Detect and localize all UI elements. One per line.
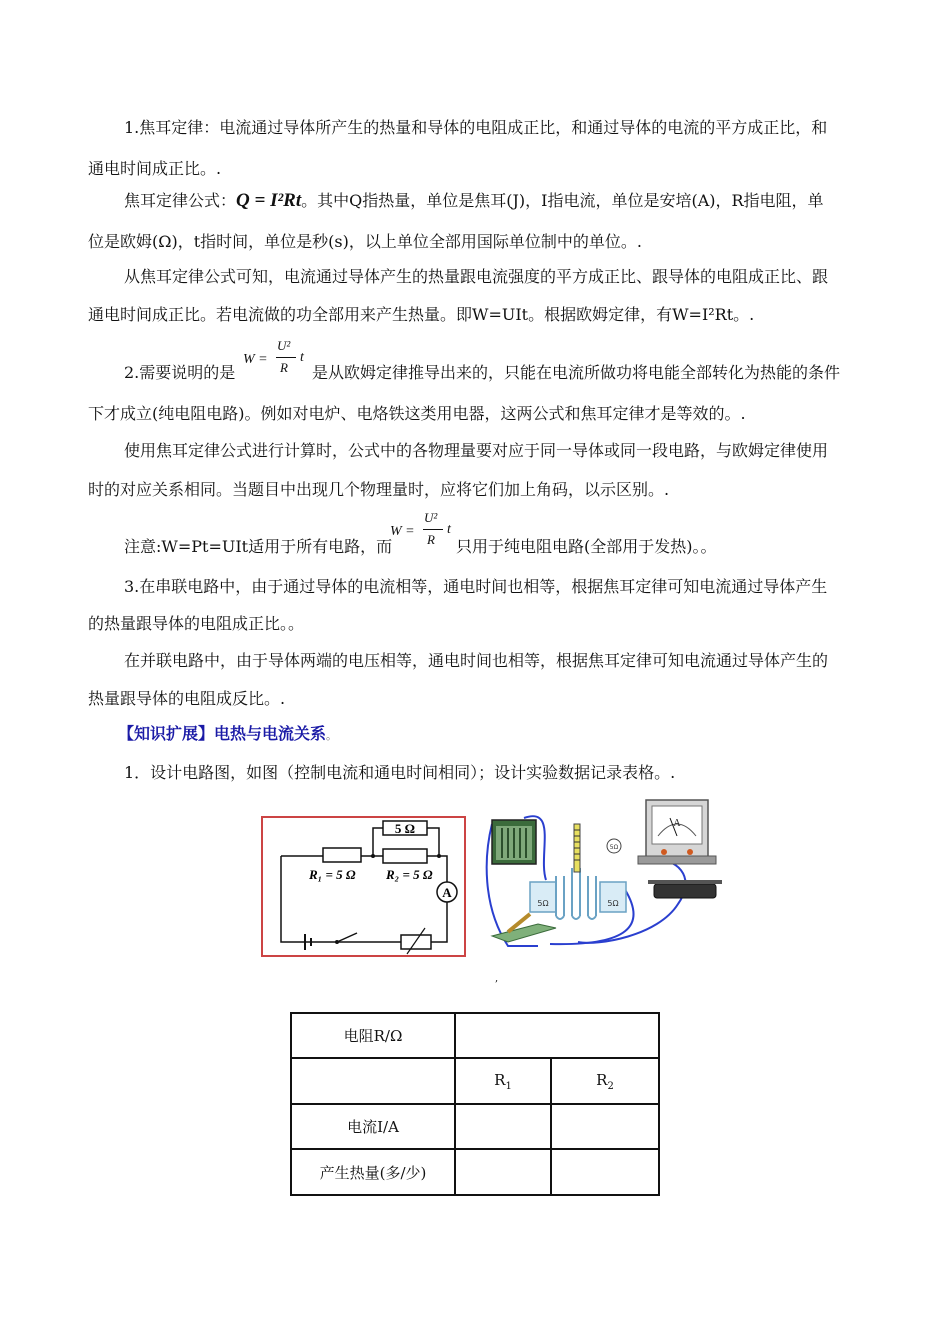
r1-text: R bbox=[494, 1070, 506, 1089]
paragraph-6-prefix: 注意:W=Pt=UIt适用于所有电路，而 bbox=[124, 537, 393, 556]
paragraph-1-line-2: 通电时间成正比。. bbox=[88, 159, 222, 178]
table-row bbox=[291, 1104, 659, 1149]
table-cell-resistance-value bbox=[455, 1013, 659, 1058]
fraction-bar bbox=[423, 529, 443, 530]
table-cell-empty bbox=[291, 1058, 455, 1104]
small-resistor-label: 5Ω bbox=[609, 844, 619, 851]
circuit-diagram bbox=[261, 816, 467, 958]
jar-right-label: 5Ω bbox=[607, 899, 619, 908]
paragraph-1-line-1: 1.焦耳定律：电流通过导体所产生的热量和导体的电阻成正比，和通过导体的电流的平方成正比，和 bbox=[124, 118, 828, 137]
section-heading bbox=[118, 723, 337, 747]
formula-numerator: U² bbox=[277, 338, 291, 353]
ammeter-device-letter: A bbox=[673, 818, 681, 829]
formula-explanation: 。其中Q指热量，单位是焦耳(J)，I指电流，单位是安培(A)，R指电阻，单 bbox=[301, 191, 824, 210]
paragraph-8-line-2: 热量跟导体的电阻成反比。. bbox=[88, 689, 286, 708]
parallel-resistor-label: 5 Ω bbox=[394, 821, 416, 836]
data-table bbox=[290, 1012, 660, 1196]
heading-mark: 。 bbox=[326, 729, 338, 742]
rheostat-device bbox=[654, 884, 716, 898]
paragraph-3-line-1: 从焦耳定律公式可知，电流通过导体产生的热量跟电流强度的平方成正比、跟导体的电阻成正比、跟 bbox=[124, 267, 829, 286]
formula-w-u2-r-t-1 bbox=[243, 338, 313, 382]
table-row bbox=[291, 1149, 659, 1195]
table-cell-current-r1 bbox=[455, 1104, 551, 1149]
resistor-r2 bbox=[383, 849, 427, 863]
paragraph-2-line-1 bbox=[124, 190, 824, 212]
table-cell-r1 bbox=[455, 1058, 551, 1104]
table-row bbox=[291, 1013, 659, 1058]
table-row bbox=[291, 1058, 659, 1104]
r1-label: R₁ = 5 Ω bbox=[309, 867, 356, 882]
r2-label: R₂ = 5 Ω bbox=[386, 867, 433, 882]
r2-subscript: 2 bbox=[607, 1080, 614, 1092]
heading-text: 【知识扩展】电热与电流关系 bbox=[118, 724, 327, 743]
table-cell-r2 bbox=[551, 1058, 659, 1104]
formula-t: t bbox=[300, 350, 304, 365]
apparatus-illustration bbox=[478, 796, 726, 954]
switch-base bbox=[492, 924, 556, 942]
formula-lhs: W = bbox=[390, 524, 415, 539]
table-cell-heat-r1 bbox=[455, 1149, 551, 1195]
r2-text: R bbox=[596, 1070, 608, 1089]
formula-w-u2-r-t-2 bbox=[390, 510, 460, 556]
ammeter-label: A bbox=[442, 885, 452, 900]
table-cell-current-label: 电流I/A bbox=[291, 1104, 455, 1149]
table-cell-current-r2 bbox=[551, 1104, 659, 1149]
paragraph-5-line-1: 使用焦耳定律公式进行计算时，公式中的各物理量要对应于同一导体或同一段电路，与欧姆定律使用 bbox=[124, 441, 829, 460]
table-cell-heat-label: 产生热量(多/少) bbox=[291, 1149, 455, 1195]
formula-t: t bbox=[447, 522, 451, 537]
paragraph-5-line-2: 时的对应关系相同。当题目中出现几个物理量时，应将它们加上角码，以示区别。. bbox=[88, 480, 670, 499]
formula-lhs: W = bbox=[243, 352, 268, 367]
r1-subscript: 1 bbox=[505, 1080, 512, 1092]
paragraph-4-line-1-rest: 是从欧姆定律推导出来的，只能在电流所做功将电能全部转化为热能的条件 bbox=[312, 363, 841, 382]
formula-denominator: R bbox=[427, 532, 435, 547]
paragraph-7-line-2: 的热量跟导体的电阻成正比。。 bbox=[88, 614, 305, 633]
paragraph-7-line-1: 3.在串联电路中，由于通过导体的电流相等，通电时间也相等，根据焦耳定律可知电流通过导体产生 bbox=[124, 577, 828, 596]
table-cell-heat-r2 bbox=[551, 1149, 659, 1195]
resistor-r1 bbox=[323, 848, 361, 862]
paragraph-2-line-2: 位是欧姆(Ω)，t指时间，单位是秒(s)，以上单位全部用国际单位制中的单位。. bbox=[88, 232, 642, 251]
formula-denominator: R bbox=[280, 360, 288, 375]
formula-numerator: U² bbox=[424, 510, 438, 525]
joule-formula: Q = I²Rt bbox=[236, 190, 302, 211]
jar-left-label: 5Ω bbox=[537, 899, 549, 908]
paragraph-4-line-1-prefix: 2.需要说明的是 bbox=[124, 363, 236, 382]
paragraph-8-line-1: 在并联电路中，由于导体两端的电压相等，通电时间也相等，根据焦耳定律可知电流通过导体产生的 bbox=[124, 651, 829, 670]
paragraph-9: 1．设计电路图，如图（控制电流和通电时间相同）；设计实验数据记录表格。. bbox=[124, 763, 676, 782]
caption-mark: , bbox=[495, 973, 499, 984]
table-cell-resistance-label: 电阻R/Ω bbox=[291, 1013, 455, 1058]
paragraph-3-line-2: 通电时间成正比。若电流做的功全部用来产生热量。即W=UIt。根据欧姆定律，有W=I²Rt。. bbox=[88, 305, 755, 324]
paragraph-4-line-2: 下才成立(纯电阻电路)。例如对电炉、电烙铁这类用电器，这两公式和焦耳定律才是等效的。. bbox=[88, 404, 746, 423]
fraction-bar bbox=[276, 357, 296, 358]
paragraph-6-rest: 只用于纯电阻电路(全部用于发热)。。 bbox=[456, 537, 717, 556]
formula-intro: 焦耳定律公式： bbox=[124, 191, 237, 210]
